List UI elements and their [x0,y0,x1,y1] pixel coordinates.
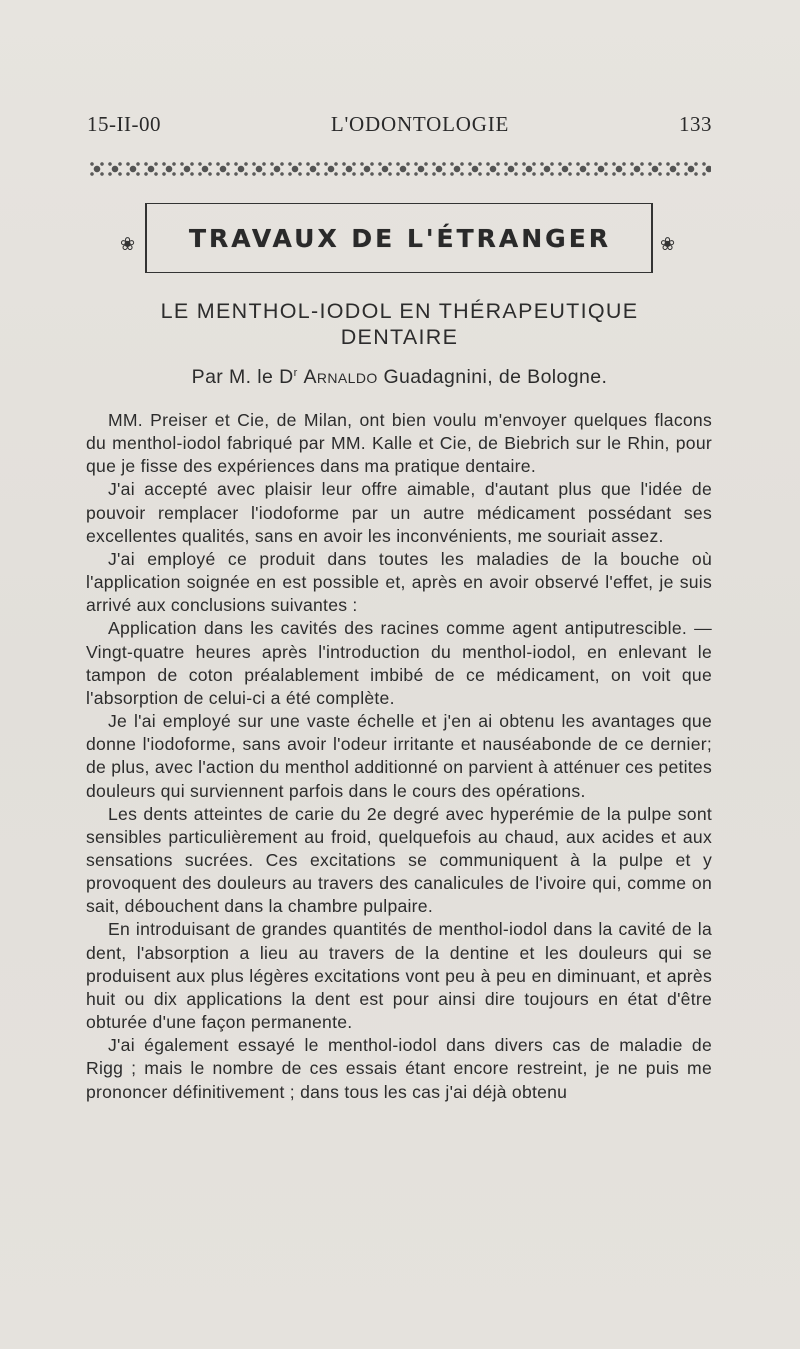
ornamental-border [88,160,711,178]
byline-superscript: r [293,367,298,379]
paragraph-4: Application dans les cavités des racines comme agent antiputrescible. — Vingt-quatre heures après l'introduction du menthol-iodol, en enlevant le tampon de coton préalablement imbibé de ce médicament, on voit que l'absorption de celui-ci a été complète. [86,618,712,708]
header-journal-title: L'ODONTOLOGIE [330,112,510,136]
right-flourish-icon: ❀ [660,234,676,255]
header-page-number: 133 [678,112,712,136]
byline-prefix: Par M. le D [191,366,294,388]
header-date: 15-II-00 [87,112,161,136]
running-header [87,112,712,142]
paragraph-2: J'ai accepté avec plaisir leur offre aimable, d'autant plus que l'idée de pouvoir remplacer l'iodoforme par un autre médicament possédant ses excellentes qualités, sans en avoir les inconvénients, me souriait assez. [86,479,712,546]
paragraph-5: Je l'ai employé sur une vaste échelle et j'en ai obtenu les avantages que donne l'iodoforme, sans avoir l'odeur irritante et nauséabonde de ce dernier; de plus, avec l'action du menthol additionné on parvient à atténuer ces petites douleurs qui surviennent parfois dans le cours des opérations. [86,711,712,801]
paragraph-7: En introduisant de grandes quantités de menthol-iodol dans la cavité de la dent, l'absorption a lieu au travers de la dentine et les douleurs qui se produisent aux plus légères excitations vont peu à peu en diminuant, et après huit ou dix applications la dent est pour ainsi dire toujours en état d'être obturée d'une façon permanente. [86,919,712,1033]
left-flourish-icon: ❀ [120,234,136,255]
paragraph-6: Les dents atteintes de carie du 2e degré avec hyperémie de la pulpe sont sensibles particulièrement au froid, quelquefois au chaud, aux acides et aux sensations sucrées. Ces excitations se communiquent à la pulpe et y provoquent des douleurs au travers des canalicules de l'ivoire qui, comme on sait, débouchent dans la chambre pulpaire. [86,803,712,917]
article-byline [88,366,711,389]
article-title-line-1: LE MENTHOL-IODOL EN THÉRAPEUTIQUE [160,299,639,323]
section-title: TRAVAUX DE L'ÉTRANGER [188,224,612,253]
paragraph-8: J'ai également essayé le menthol-iodol dans divers cas de maladie de Rigg ; mais le nombre de ces essais étant encore restreint, je ne puis me prononcer définitivement ; dans tous les cas j'ai déjà obtenu [86,1035,712,1102]
paragraph-3: J'ai employé ce produit dans toutes les maladies de la bouche où l'application soignée en est possible et, après en avoir observé l'effet, je suis arrivé aux conclusions suivantes : [86,548,712,616]
paragraph-1: MM. Preiser et Cie, de Milan, ont bien voulu m'envoyer quelques flacons du menthol-iodol fabriqué par MM. Kalle et Cie, de Biebrich sur le Rhin, pour que je fisse des expériences dans ma pratique dentaire. [86,410,712,477]
byline-firstname: Arnaldo [303,366,378,388]
article-title-line-2: DENTAIRE [340,325,459,349]
byline-rest: Guadagnini, de Bologne. [383,366,608,388]
article-body [86,409,712,1104]
article-title [88,298,711,350]
